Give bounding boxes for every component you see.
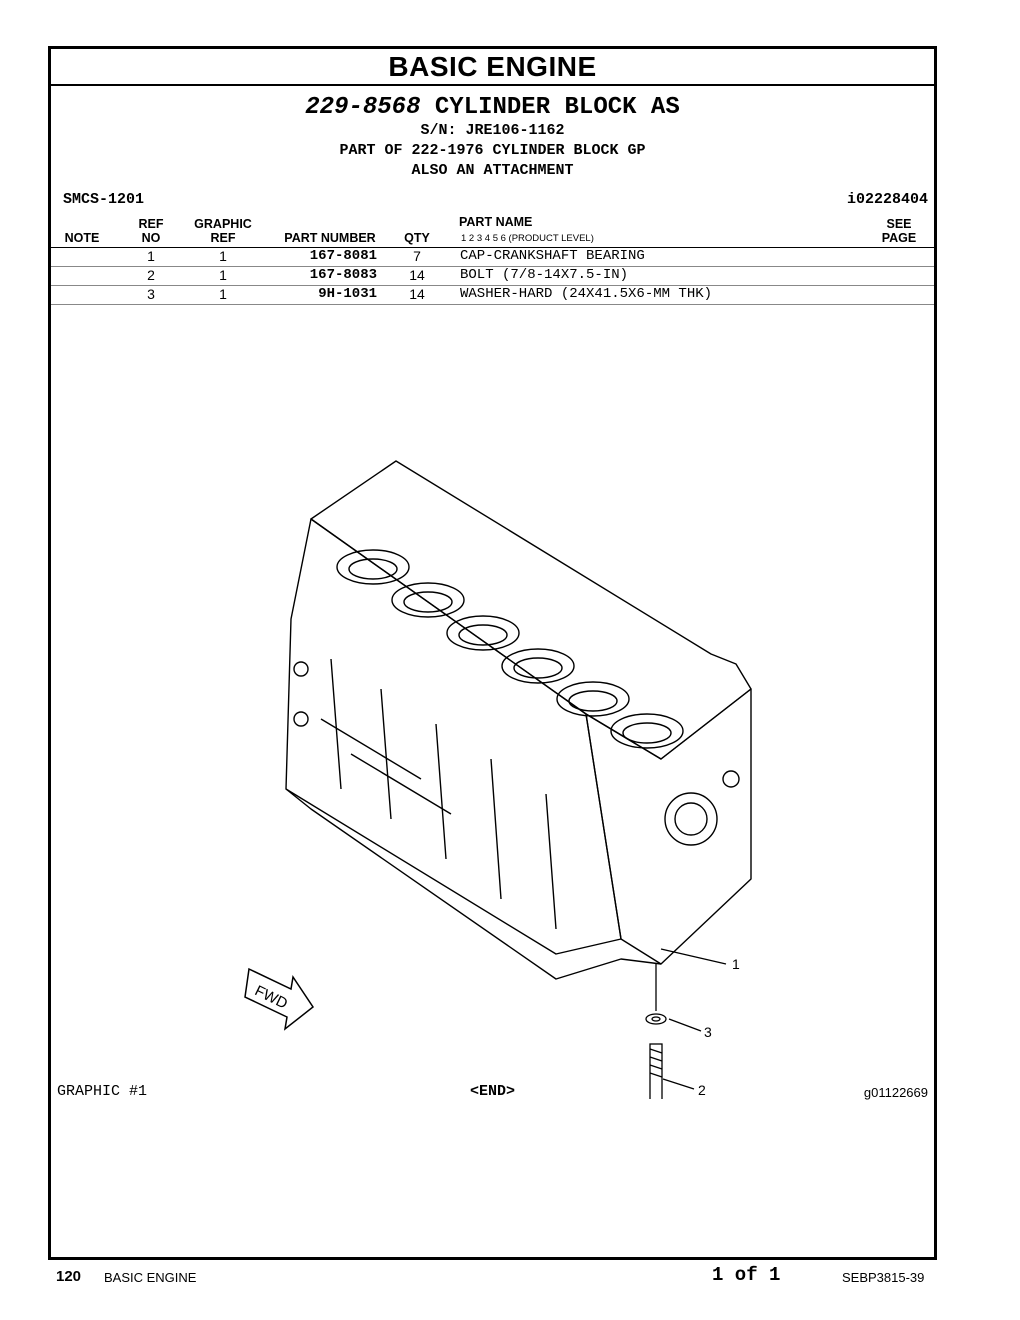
col-part-number: PART NUMBER xyxy=(284,231,376,245)
assembly-part-number: 229-8568 xyxy=(305,94,421,121)
col-graphic-bottom: REF xyxy=(210,231,236,245)
attachment-line: ALSO AN ATTACHMENT xyxy=(411,162,574,179)
col-ref-bottom: NO xyxy=(141,231,161,245)
smcs-code: SMCS-1201 xyxy=(63,191,145,208)
section-title-bar xyxy=(51,49,934,86)
callout-3: 3 xyxy=(704,1024,712,1040)
callout-2: 2 xyxy=(698,1082,706,1098)
row-ref: 1 xyxy=(147,248,155,264)
table-row xyxy=(51,285,934,305)
col-qty: QTY xyxy=(404,231,430,245)
col-note: NOTE xyxy=(64,231,100,245)
row-part-number[interactable]: 9H-1031 xyxy=(318,286,377,302)
callout-1: 1 xyxy=(732,956,740,972)
fwd-arrow-icon xyxy=(245,969,313,1029)
graphic-id: g01122669 xyxy=(863,1085,928,1100)
row-qty: 14 xyxy=(409,286,425,302)
row-graphic-ref: 1 xyxy=(219,286,227,302)
page-number: 120 xyxy=(56,1268,82,1285)
page-section: BASIC ENGINE xyxy=(104,1270,197,1285)
row-graphic-ref: 1 xyxy=(219,267,227,283)
row-graphic-ref: 1 xyxy=(219,248,227,264)
graphic-number: GRAPHIC #1 xyxy=(57,1083,148,1100)
col-graphic-top: GRAPHIC xyxy=(194,217,252,231)
assembly-heading xyxy=(51,94,934,121)
table-header xyxy=(51,213,934,248)
col-ref-top: REF xyxy=(138,217,164,231)
row-part-name: BOLT (7/8-14X7.5-IN) xyxy=(460,267,629,283)
parts-page-frame xyxy=(48,46,937,1260)
row-part-name: WASHER-HARD (24X41.5X6-MM THK) xyxy=(460,286,713,302)
washer-part xyxy=(646,1014,666,1024)
part-of-line: PART OF 222-1976 CYLINDER BLOCK GP xyxy=(339,142,646,159)
row-ref: 3 xyxy=(147,286,155,302)
col-part-name: PART NAME xyxy=(459,215,533,229)
table-row xyxy=(51,266,934,286)
info-id: i02228404 xyxy=(846,191,928,208)
assembly-title: CYLINDER BLOCK AS xyxy=(434,94,680,121)
block-top-deck xyxy=(311,461,751,759)
row-part-number[interactable]: 167-8081 xyxy=(309,248,377,264)
end-marker: <END> xyxy=(469,1083,515,1100)
document-id: SEBP3815-39 xyxy=(842,1270,925,1285)
row-qty: 7 xyxy=(413,248,421,264)
row-part-number[interactable]: 167-8083 xyxy=(309,267,377,283)
cylinder-block-illustration xyxy=(191,459,761,1099)
fwd-label: FWD xyxy=(252,982,291,1013)
table-row xyxy=(51,247,934,267)
page-of: 1 of 1 xyxy=(712,1264,781,1286)
col-see-bottom: PAGE xyxy=(881,231,917,245)
product-levels: 1 2 3 4 5 6 (PRODUCT LEVEL) xyxy=(461,233,594,244)
block-side-face xyxy=(286,519,621,954)
row-ref: 2 xyxy=(147,267,155,283)
row-part-name: CAP-CRANKSHAFT BEARING xyxy=(460,248,645,264)
row-qty: 14 xyxy=(409,267,425,283)
section-title: BASIC ENGINE xyxy=(388,51,597,82)
serial-range: S/N: JRE106-1162 xyxy=(420,122,565,139)
col-see-top: SEE xyxy=(886,217,912,231)
